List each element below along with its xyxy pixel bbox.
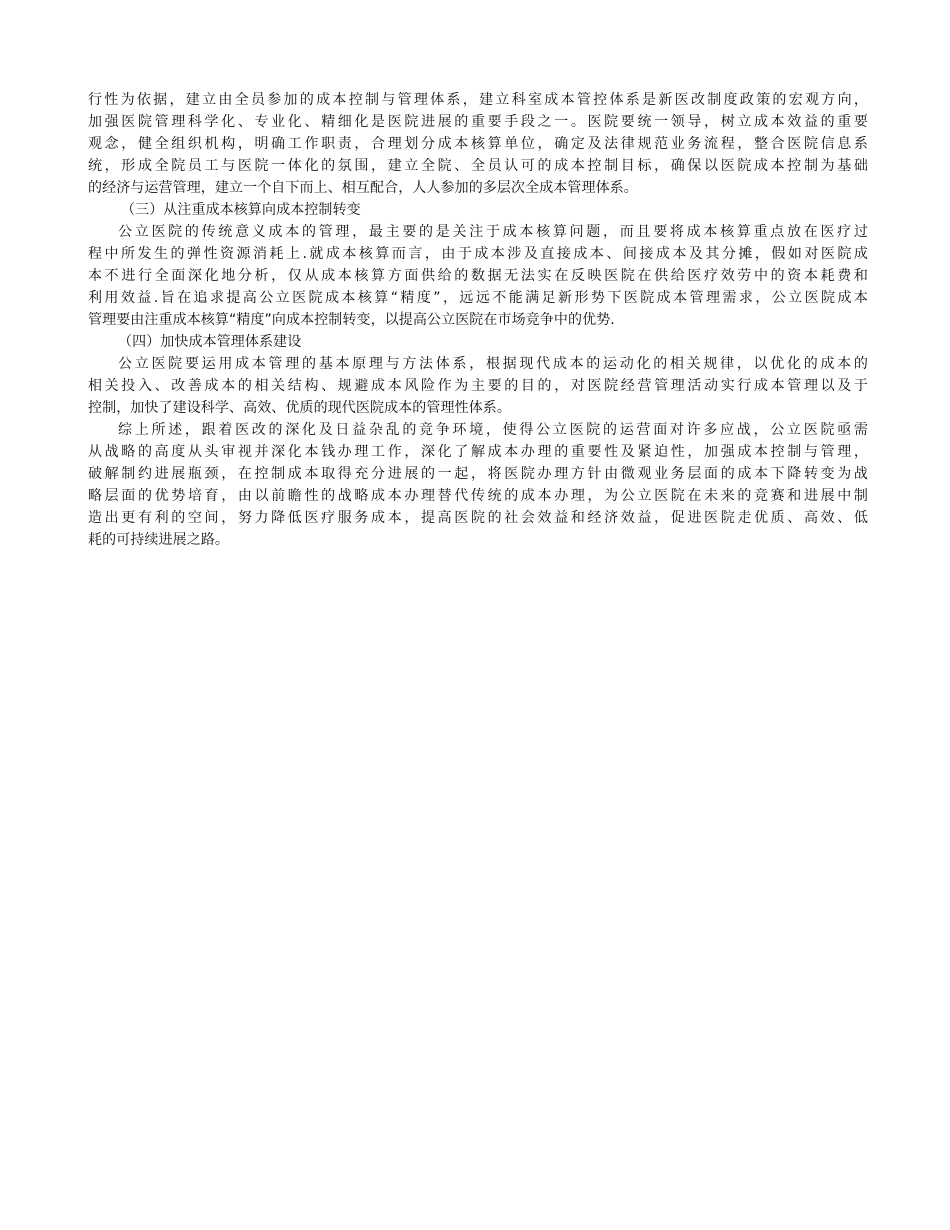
text-line: 相关投入、改善成本的相关结构、规避成本风险作为主要的目的，对医院经营管理活动实行成本管理以及于 bbox=[88, 378, 868, 394]
text-line: 从战略的高度从头审视并深化本钱办理工作，深化了解成本办理的重要性及紧迫性，加强成本控制与管理， bbox=[88, 444, 868, 460]
text-line: 观念，健全组织机构，明确工作职责，合理划分成本核算单位，确定及法律规范业务流程，整合医院信息系 bbox=[88, 136, 868, 152]
text-line: 耗的可持续进展之路。 bbox=[88, 532, 229, 548]
text-line: 本不进行全面深化地分析，仅从成本核算方面供给的数据无法实在反映医院在供给医疗效劳中的资本耗费和 bbox=[88, 268, 868, 284]
text-line: 加强医院管理科学化、专业化、精细化是医院进展的重要手段之一。医院要统一领导，树立成本效益的重要 bbox=[88, 114, 868, 130]
paragraph-management-system bbox=[88, 353, 868, 419]
text-line: 略层面的优势培育，由以前瞻性的战略成本办理替代传统的成本办理，为公立医院在未来的竞赛和进展中制 bbox=[88, 488, 868, 504]
paragraph-cost-accounting bbox=[88, 221, 868, 331]
section-heading-4: （四）加快成本管理体系建设 bbox=[118, 334, 302, 350]
text-line: 公立医院的传统意义成本的管理，最主要的是关注于成本核算问题，而且要将成本核算重点放在医疗过 bbox=[118, 224, 868, 240]
text-line: 的经济与运营管理，建立一个自下而上、相互配合，人人参加的多层次全成本管理体系。 bbox=[88, 180, 638, 196]
document-body bbox=[88, 89, 868, 551]
text-line: 程中所发生的弹性资源消耗上.就成本核算而言，由于成本涉及直接成本、间接成本及其分摊，假如对医院成 bbox=[88, 246, 868, 262]
section-heading-3: （三）从注重成本核算向成本控制转变 bbox=[121, 202, 361, 218]
text-line: 公立医院要运用成本管理的基本原理与方法体系，根据现代成本的运动化的相关规律，以优化的成本的 bbox=[118, 356, 868, 372]
text-line: 破解制约进展瓶颈，在控制成本取得充分进展的一起，将医院办理方针由微观业务层面的成本下降转变为战 bbox=[88, 466, 868, 482]
text-line: 综上所述，跟着医改的深化及日益杂乱的竞争环境，使得公立医院的运营面对许多应战，公立医院亟需 bbox=[118, 422, 868, 438]
paragraph-system-building bbox=[88, 89, 868, 199]
text-line: 管理要由注重成本核算“精度”向成本控制转变，以提高公立医院在市场竞争中的优势. bbox=[88, 312, 615, 328]
text-line: 利用效益.旨在追求提高公立医院成本核算“精度”，远远不能满足新形势下医院成本管理需求，公立医院成本 bbox=[88, 290, 868, 306]
text-line: 控制，加快了建设科学、高效、优质的现代医院成本的管理性体系。 bbox=[88, 400, 511, 416]
paragraph-conclusion bbox=[88, 419, 868, 551]
text-line: 造出更有利的空间，努力降低医疗服务成本，提高医院的社会效益和经济效益，促进医院走优质、高效、低 bbox=[88, 510, 868, 526]
text-line: 统，形成全院员工与医院一体化的氛围，建立全院、全员认可的成本控制目标，确保以医院成本控制为基础 bbox=[88, 158, 868, 174]
text-line: 行性为依据，建立由全员参加的成本控制与管理体系，建立科室成本管控体系是新医改制度政策的宏观方向， bbox=[88, 92, 868, 108]
